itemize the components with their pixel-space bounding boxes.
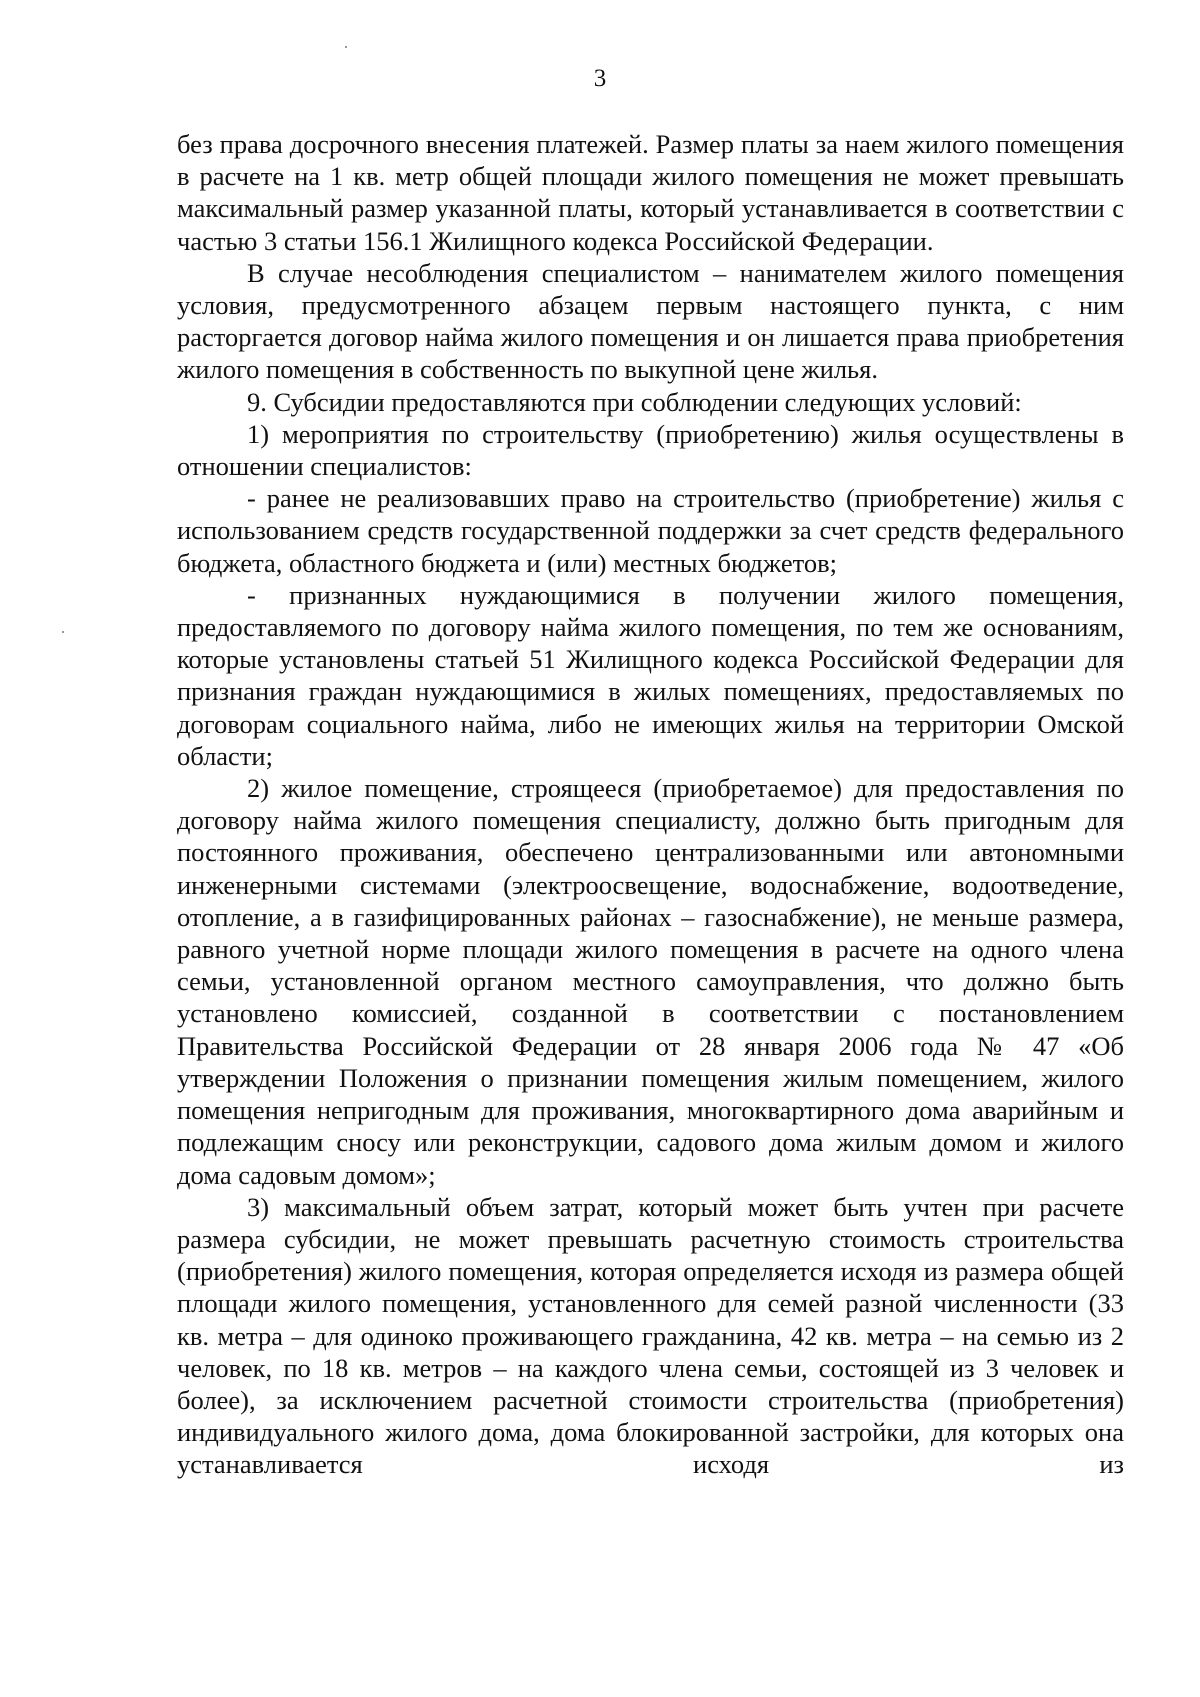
document-body xyxy=(177,128,1124,1481)
paragraph-condition-3: 3) максимальный объем затрат, который может быть учтен при расчете размера субсидии, не может превышать расчетную стоимость строительства (приобретения) жилого помещения, которая определяется исходя из размера общей площади жилого помещения, установленного для семей разной численности (33 кв. метра – для одиноко проживающего гражданина, 42 кв. метра – на семью из 2 человек, по 18 кв. метров – на каждого члена семьи, состоящей из 3 человек и более), за исключением расчетной стоимости строительства (приобретения) индивидуального жилого дома, дома блокированной застройки, для которых она устанавливается исходя из xyxy=(177,1191,1124,1480)
paragraph-condition-1: 1) мероприятия по строительству (приобретению) жилья осуществлены в отношении специалистов: xyxy=(177,418,1124,482)
paragraph-bullet-needy: - признанных нуждающимися в получении жилого помещения, предоставляемого по договору найма жилого помещения, по тем же основаниям, которые установлены статьей 51 Жилищного кодекса Российской Федерации для признания граждан нуждающимися в жилых помещениях, предоставляемых по договорам социального найма, либо не имеющих жилья на территории Омской области; xyxy=(177,579,1124,771)
paragraph-noncompliance: В случае несоблюдения специалистом – нанимателем жилого помещения условия, предусмотренного абзацем первым настоящего пункта, с ним расторгается договор найма жилого помещения и он лишается права приобретения жилого помещения в собственность по выкупной цене жилья. xyxy=(177,257,1124,385)
scan-speck xyxy=(345,46,347,48)
scan-speck xyxy=(62,631,64,633)
paragraph-continuation: без права досрочного внесения платежей. Размер платы за наем жилого помещения в расчете на 1 кв. метр общей площади жилого помещения не может превышать максимальный размер указанной платы, который устанавливается в соответствии с частью 3 статьи 156.1 Жилищного кодекса Российской Федерации. xyxy=(177,129,1124,256)
paragraph-bullet-not-realized: - ранее не реализовавших право на строительство (приобретение) жилья с использованием средств государственной поддержки за счет средств федерального бюджета, областного бюджета и (или) местных бюджетов; xyxy=(177,483,1124,578)
page-number: 3 xyxy=(593,65,607,92)
paragraph-condition-2: 2) жилое помещение, строящееся (приобретаемое) для предоставления по договору найма жилого помещения специалисту, должно быть пригодным для постоянного проживания, обеспечено централизованными или автономными инженерными системами (электроосвещение, водоснабжение, водоотведение, отопление, а в газифицированных районах – газоснабжение), не меньше размера, равного учетной норме площади жилого помещения в расчете на одного члена семьи, установленной органом местного самоуправления, что должно быть установлено комиссией, созданной в соответствии с постановлением Правительства Российской Федерации от 28 января 2006 года № 47 «Об утверждении Положения о признании помещения жилым помещением, жилого помещения непригодным для проживания, многоквартирного дома аварийным и подлежащим сносу или реконструкции, садового дома жилым домом и жилого дома садовым домом»; xyxy=(177,773,1124,1190)
paragraph-item-9: 9. Субсидии предоставляются при соблюдении следующих условий: xyxy=(247,386,1022,417)
